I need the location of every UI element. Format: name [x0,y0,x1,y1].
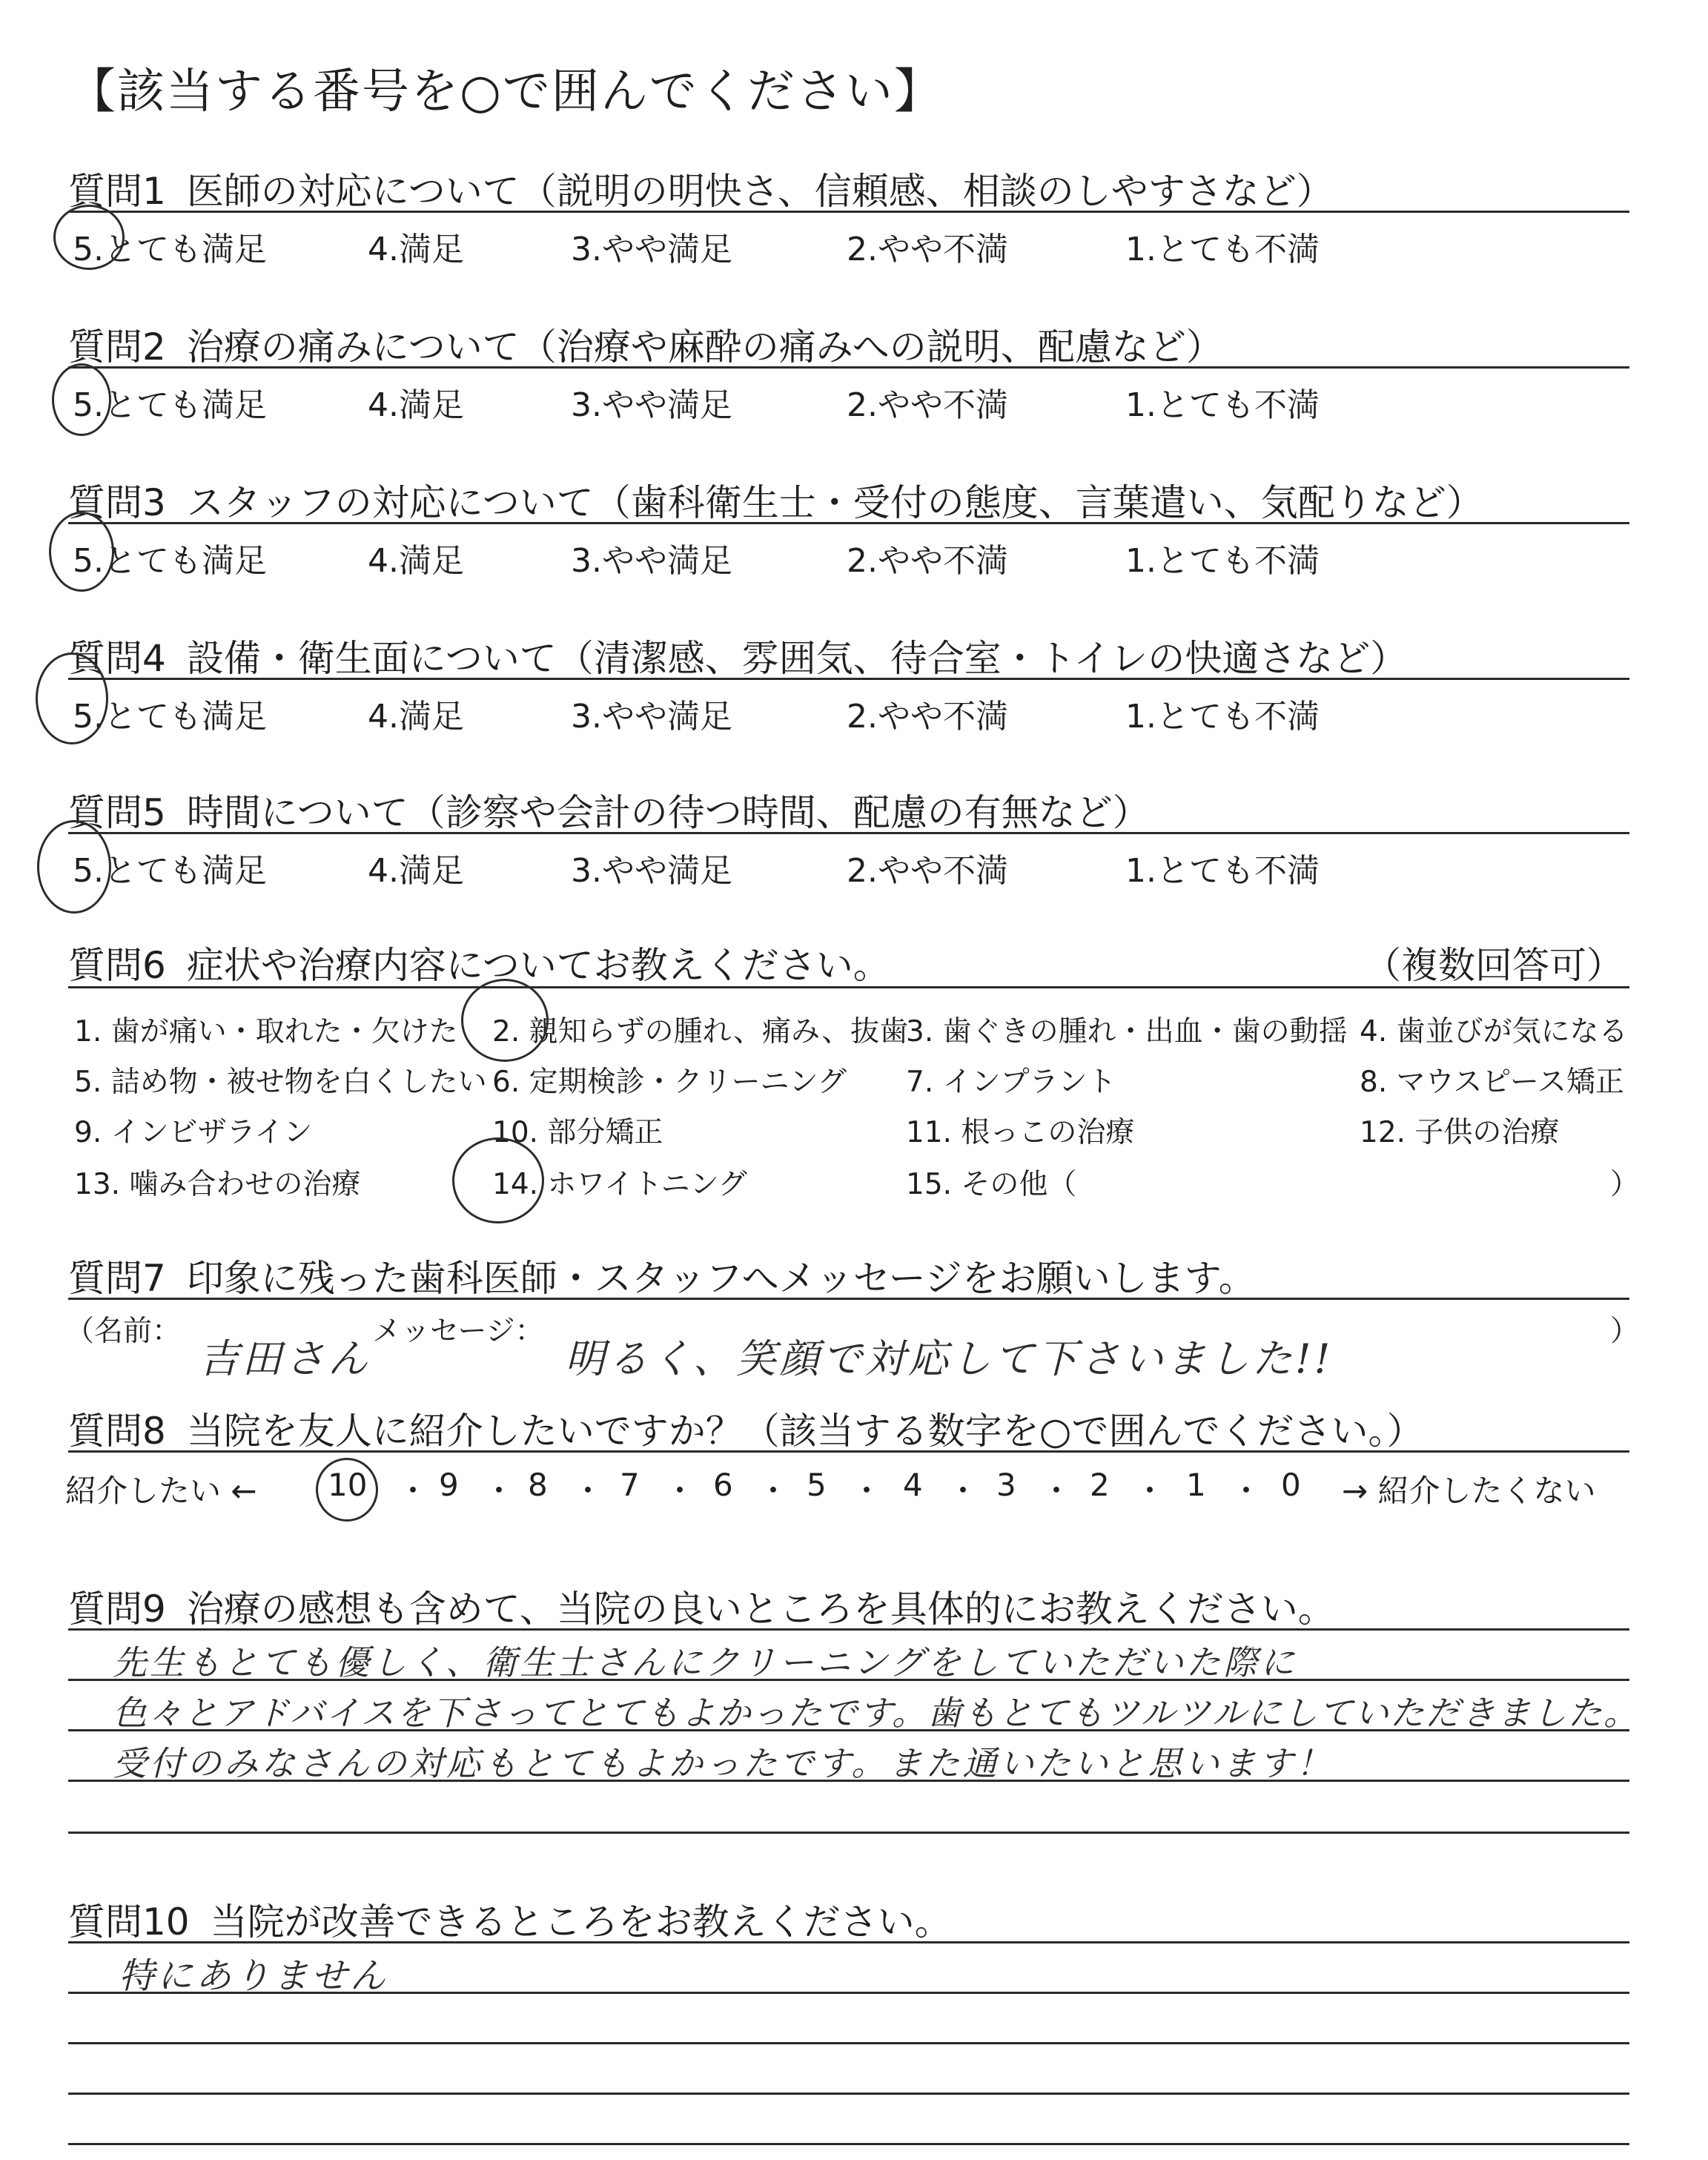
scale-2[interactable]: 2 [1090,1467,1110,1503]
q1-option-5[interactable]: 5.とても満足 [73,231,267,268]
q5-option-4[interactable]: 4.満足 [368,852,464,890]
question-label: 質問9 [68,1588,166,1631]
q2-option-5[interactable]: 5.とても満足 [73,386,267,424]
scale-dot: ・ [572,1473,604,1509]
answer-line [68,1628,1629,1631]
question-6-rule [68,986,1629,988]
question-label: 質問8 [68,1410,166,1453]
question-label: 質問6 [68,944,166,987]
answer-circle [49,512,114,592]
question-label: 質問1 [68,170,166,213]
q9-answer-line-2[interactable]: 色々とアドバイスを下さってとてもよかったです。歯もとてもツルツルにしていただきました。 [113,1693,1639,1733]
recommend-left-label: 紹介したい ← [65,1473,257,1509]
q9-answer-line-1[interactable]: 先生もとても優しく、衛生士さんにクリーニングをしていただいた際に [113,1642,1298,1682]
q3-option-5[interactable]: 5.とても満足 [73,542,267,580]
scale-dot: ・ [483,1473,515,1509]
scale-dot: ・ [1041,1473,1073,1509]
scale-3[interactable]: 3 [996,1467,1016,1503]
question-label: 質問7 [68,1257,166,1300]
q3-option-1[interactable]: 1.とても不満 [1125,542,1320,580]
question-2-rule [68,366,1629,369]
q2-option-1[interactable]: 1.とても不満 [1125,386,1320,424]
q1-option-2[interactable]: 2.やや不満 [847,231,1008,268]
scale-dot: ・ [758,1473,790,1509]
name-label: （名前： [65,1315,182,1348]
scale-5[interactable]: 5 [807,1467,827,1503]
q2-option-4[interactable]: 4.満足 [368,386,464,424]
q2-option-3[interactable]: 3.やや満足 [571,386,732,424]
question-label: 質問2 [68,326,166,369]
message-value[interactable]: 明るく、笑顔で対応して下さいました!! [565,1335,1334,1382]
question-9-title [68,1579,1335,1633]
question-text: 治療の痛みについて（治療や麻酔の痛みへの説明、配慮など） [186,326,1223,369]
q10-answer-line-1[interactable]: 特にありません [119,1955,389,1997]
q6-option-10[interactable]: 10. 部分矯正 [492,1116,663,1149]
q5-option-3[interactable]: 3.やや満足 [571,852,732,890]
scale-6[interactable]: 6 [713,1467,733,1503]
q5-option-1[interactable]: 1.とても不満 [1125,852,1320,890]
question-3-rule [68,522,1629,524]
q6-option-8[interactable]: 8. マウスピース矯正 [1360,1066,1624,1099]
name-value[interactable]: 吉田さん [199,1335,371,1382]
q4-option-4[interactable]: 4.満足 [368,698,464,736]
q6-option-14[interactable]: 14. ホワイトニング [492,1168,747,1201]
scale-dot: ・ [1134,1473,1166,1509]
q6-option-7[interactable]: 7. インプラント [906,1066,1116,1099]
answer-line [68,1832,1629,1834]
answer-circle [53,205,125,270]
answer-circle [36,653,108,744]
question-3-title [68,473,1483,526]
question-6-title [68,936,890,989]
selection-circle [452,1137,544,1223]
question-text: 症状や治療内容についてお教えください。 [186,944,890,987]
q6-option-5[interactable]: 5. 詰め物・被せ物を白くしたい [74,1066,487,1099]
scale-dot: ・ [851,1473,883,1509]
q6-option-6[interactable]: 6. 定期検診・クリーニング [492,1066,847,1099]
q6-option-4[interactable]: 4. 歯並びが気になる [1360,1015,1628,1048]
scale-dot: ・ [397,1473,429,1509]
selection-circle [461,979,549,1062]
answer-line [68,2093,1629,2095]
question-7-title [68,1249,1256,1302]
question-text: 時間について（診察や会計の待つ時間、配慮の有無など） [186,791,1150,834]
question-label: 質問3 [68,481,166,524]
scale-8[interactable]: 8 [528,1467,548,1503]
answer-line [68,2143,1629,2145]
q1-option-4[interactable]: 4.満足 [368,231,464,268]
page-header: 【該当する番号を○で囲んでください】 [68,65,943,119]
q6-option-11[interactable]: 11. 根っこの治療 [906,1116,1135,1149]
q3-option-2[interactable]: 2.やや不満 [847,542,1008,580]
multiple-answer-note: （複数回答可） [1364,944,1623,987]
question-label: 質問10 [68,1900,190,1943]
answer-line [68,2042,1629,2044]
question-text: 治療の感想も含めて、当院の良いところを具体的にお教えください。 [186,1588,1335,1631]
q5-option-2[interactable]: 2.やや不満 [847,852,1008,890]
q6-option-12[interactable]: 12. 子供の治療 [1360,1116,1560,1149]
q6-option-9[interactable]: 9. インビザライン [74,1116,313,1149]
scale-9[interactable]: 9 [439,1467,459,1503]
question-8-title [68,1401,1423,1455]
question-text: 当院が改善できるところをお教えください。 [210,1900,952,1943]
question-7-rule [68,1298,1629,1300]
answer-circle [52,363,111,436]
answer-line [68,1941,1629,1943]
question-text: 当院を友人に紹介したいですか？（該当する数字を○で囲んでください。） [186,1410,1424,1453]
q4-option-2[interactable]: 2.やや不満 [847,698,1008,736]
q3-option-3[interactable]: 3.やや満足 [571,542,732,580]
q4-option-1[interactable]: 1.とても不満 [1125,698,1320,736]
question-1-title [68,162,1334,215]
question-text: 印象に残った歯科医師・スタッフへメッセージをお願いします。 [186,1257,1256,1300]
q3-option-4[interactable]: 4.満足 [368,542,464,580]
message-close-paren: ） [1610,1315,1640,1348]
q1-option-1[interactable]: 1.とても不満 [1125,231,1320,268]
q6-option-15[interactable]: 15. その他（ [906,1168,1077,1201]
scale-1[interactable]: 1 [1186,1467,1206,1503]
q9-answer-line-3[interactable]: 受付のみなさんの対応もとてもよかったです。また通いたいと思います！ [113,1743,1334,1783]
q6-option-1[interactable]: 1. 歯が痛い・取れた・欠けた [74,1015,458,1048]
q6-option-13[interactable]: 13. 噛み合わせの治療 [74,1168,361,1201]
question-text: スタッフの対応について（歯科衛生士・受付の態度、言葉遣い、気配りなど） [186,481,1483,524]
question-1-rule [68,211,1629,213]
question-text: 設備・衛生面について（清潔感、雰囲気、待合室・トイレの快適さなど） [186,637,1408,680]
selection-circle [316,1458,378,1522]
scale-dot: ・ [947,1473,979,1509]
question-8-rule [68,1450,1629,1453]
question-label: 質問5 [68,791,166,834]
scale-dot: ・ [1231,1473,1262,1509]
q1-option-3[interactable]: 3.やや満足 [571,231,732,268]
question-4-rule [68,678,1629,680]
q6-option-3[interactable]: 3. 歯ぐきの腫れ・出血・歯の動揺 [906,1015,1348,1048]
scale-7[interactable]: 7 [620,1467,640,1503]
q4-option-5[interactable]: 5.とても満足 [73,698,267,736]
question-4-title [68,629,1407,682]
question-label: 質問4 [68,637,166,680]
scale-dot: ・ [664,1473,696,1509]
message-label: メッセージ： [372,1315,544,1348]
question-text: 医師の対応について（説明の明快さ、信頼感、相談のしやすさなど） [186,170,1334,213]
answer-circle [37,820,111,914]
q2-option-2[interactable]: 2.やや不満 [847,386,1008,424]
q6-option-2[interactable]: 2. 親知らずの腫れ、痛み、抜歯 [492,1015,909,1048]
q5-option-5[interactable]: 5.とても満足 [73,852,267,890]
scale-10[interactable]: 10 [328,1467,368,1503]
question-2-title [68,317,1223,371]
scale-4[interactable]: 4 [903,1467,923,1503]
question-5-title [68,783,1150,836]
question-5-rule [68,832,1629,834]
question-10-title [68,1892,952,1946]
recommend-right-label: → 紹介したくない [1342,1473,1596,1509]
q4-option-3[interactable]: 3.やや満足 [571,698,732,736]
scale-0[interactable]: 0 [1281,1467,1301,1503]
other-close-paren: ） [1610,1168,1640,1201]
